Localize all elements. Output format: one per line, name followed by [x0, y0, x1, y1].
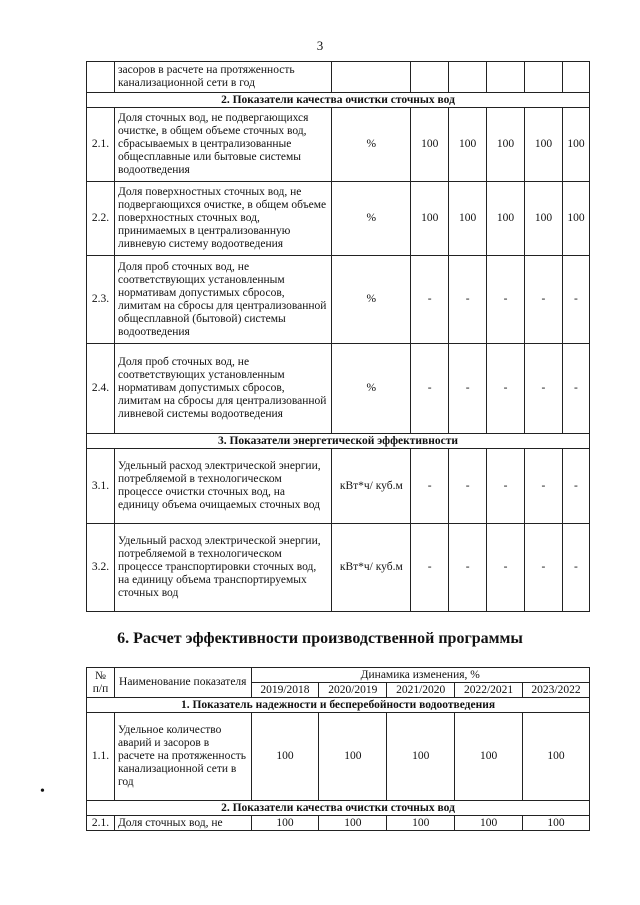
efficiency-table: [86, 667, 590, 831]
unit: %: [332, 256, 411, 344]
unit: кВт*ч/ куб.м: [332, 524, 411, 612]
indicator-name: Доля сточных вод, не: [114, 816, 251, 831]
row-number: 1.1.: [87, 713, 115, 801]
value-cell: -: [525, 256, 563, 344]
indicators-table: [86, 61, 590, 612]
indicator-name: засоров в расчете на протяженность канализационной сети в год: [114, 62, 331, 93]
indicator-name: Удельное количество аварий и засоров в расчете на протяженность канализационной сети в год: [114, 713, 251, 801]
value-cell: -: [411, 449, 449, 524]
value-cell: -: [525, 449, 563, 524]
table-row: [87, 182, 590, 256]
value-cell: -: [562, 256, 589, 344]
value-cell: 100: [525, 108, 563, 182]
table-row: [87, 449, 590, 524]
section-title: 3. Показатели энергетической эффективности: [87, 434, 590, 449]
value-cell: 100: [251, 713, 319, 801]
table-row: [87, 344, 590, 434]
value-cell: -: [411, 256, 449, 344]
row-number: 3.1.: [87, 449, 115, 524]
value-cell: -: [449, 524, 487, 612]
value-cell: 100: [525, 182, 563, 256]
value-cell: -: [449, 344, 487, 434]
value-cell: 100: [449, 182, 487, 256]
value-cell: 100: [487, 108, 525, 182]
value-cell: 100: [455, 713, 523, 801]
year-header: 2019/2018: [251, 683, 319, 698]
table-row: [87, 816, 590, 831]
table-row: [87, 108, 590, 182]
section-row: [87, 93, 590, 108]
value-cell: -: [487, 256, 525, 344]
value-cell: -: [449, 256, 487, 344]
header-name: Наименование показателя: [114, 668, 251, 698]
table-row: [87, 62, 590, 93]
row-number: 2.3.: [87, 256, 115, 344]
value-cell: 100: [562, 108, 589, 182]
table-row: [87, 713, 590, 801]
header-row: [87, 668, 590, 683]
value-cell: -: [525, 524, 563, 612]
value-cell: 100: [387, 816, 455, 831]
value-cell: 100: [487, 182, 525, 256]
value-cell: -: [411, 344, 449, 434]
value-cell: -: [525, 344, 563, 434]
row-number: 2.1.: [87, 108, 115, 182]
row-number: 2.2.: [87, 182, 115, 256]
row-number: 3.2.: [87, 524, 115, 612]
value-cell: -: [562, 344, 589, 434]
value-cell: 100: [251, 816, 319, 831]
indicator-name: Доля сточных вод, не подвергающихся очистке, в общем объеме сточных вод, сбрасываемых в централизованные общесплавные или бытовые системы водоотведения: [114, 108, 331, 182]
header-number: № п/п: [87, 668, 115, 698]
margin-mark: •: [40, 784, 45, 799]
value-cell: 100: [523, 816, 590, 831]
value-cell: 100: [562, 182, 589, 256]
value-cell: -: [487, 524, 525, 612]
header-dynamics: Динамика изменения, %: [251, 668, 589, 683]
unit: кВт*ч/ куб.м: [332, 449, 411, 524]
unit: %: [332, 344, 411, 434]
value-cell: 100: [523, 713, 590, 801]
section-title: 1. Показатель надежности и бесперебойности водоотведения: [87, 698, 590, 713]
value-cell: 100: [319, 816, 387, 831]
section-row: [87, 698, 590, 713]
indicator-name: Удельный расход электрической энергии, потребляемой в технологическом процессе очистки сточных вод, на единицу объема очищаемых сточных вод: [114, 449, 331, 524]
year-header: 2020/2019: [319, 683, 387, 698]
value-cell: 100: [455, 816, 523, 831]
table-row: [87, 524, 590, 612]
indicator-name: Удельный расход электрической энергии, потребляемой в технологическом процессе транспортировки сточных вод, на единицу объема транспортируемых сточных вод: [114, 524, 331, 612]
value-cell: 100: [411, 182, 449, 256]
page-number: 3: [316, 38, 324, 53]
indicator-name: Доля проб сточных вод, не соответствующих установленным нормативам допустимых сбросов, лимитам на сбросы для централизованной ливневой системы водоотведения: [114, 344, 331, 434]
year-header: 2022/2021: [455, 683, 523, 698]
unit: %: [332, 182, 411, 256]
section-title: 2. Показатели качества очистки сточных вод: [87, 801, 590, 816]
value-cell: -: [449, 449, 487, 524]
indicator-name: Доля проб сточных вод, не соответствующих установленным нормативам допустимых сбросов, лимитам на сбросы для централизованной общесплавной (бытовой) системы водоотведения: [114, 256, 331, 344]
row-number: 2.4.: [87, 344, 115, 434]
value-cell: 100: [449, 108, 487, 182]
unit: %: [332, 108, 411, 182]
value-cell: -: [487, 449, 525, 524]
section-title: 2. Показатели качества очистки сточных вод: [87, 93, 590, 108]
row-number: 2.1.: [87, 816, 115, 831]
value-cell: -: [411, 524, 449, 612]
year-header: 2023/2022: [523, 683, 590, 698]
section-heading: 6. Расчет эффективности производственной программы: [117, 630, 523, 647]
value-cell: -: [562, 524, 589, 612]
section-row: [87, 434, 590, 449]
value-cell: 100: [411, 108, 449, 182]
value-cell: -: [487, 344, 525, 434]
value-cell: 100: [387, 713, 455, 801]
value-cell: 100: [319, 713, 387, 801]
value-cell: -: [562, 449, 589, 524]
section-row: [87, 801, 590, 816]
year-header: 2021/2020: [387, 683, 455, 698]
indicator-name: Доля поверхностных сточных вод, не подвергающихся очистке, в общем объеме поверхностных сточных вод, принимаемых в централизованную ливневую систему водоотведения: [114, 182, 331, 256]
table-row: [87, 256, 590, 344]
